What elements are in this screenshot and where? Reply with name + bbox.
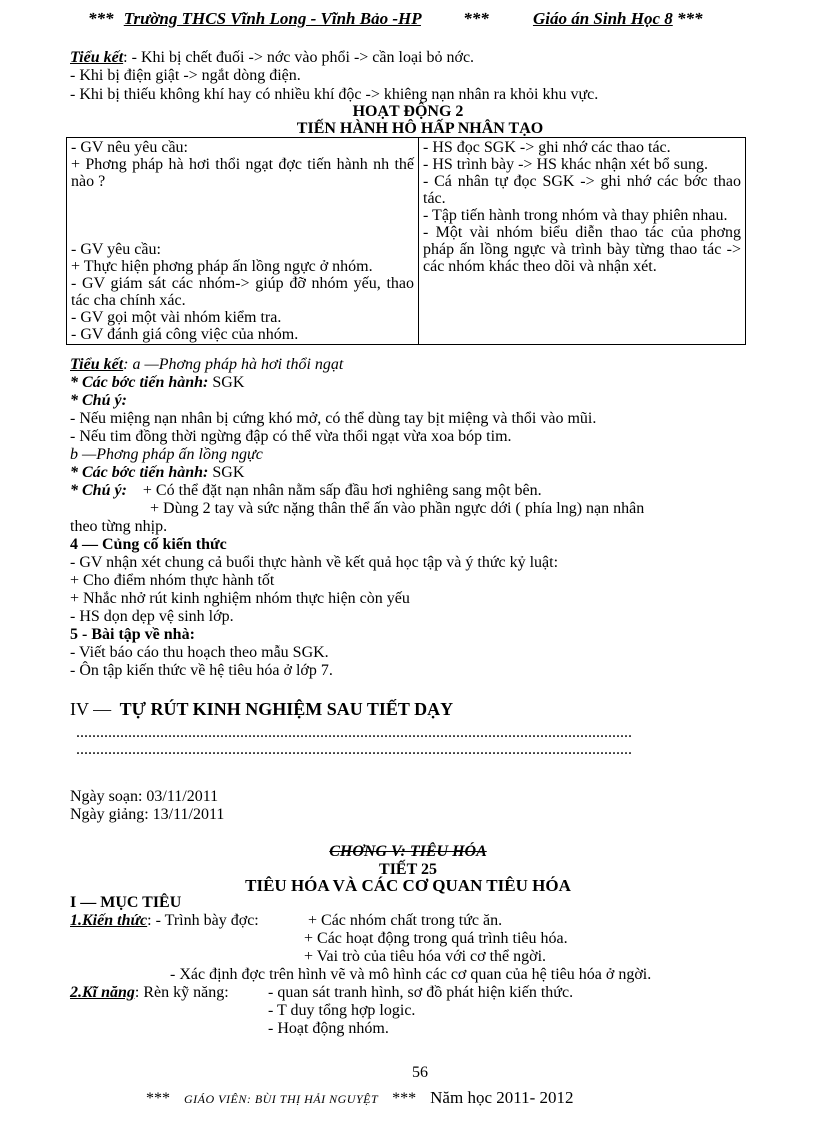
footer-teacher: GIÁO VIÊN: BÙI THỊ HẢI NGUYỆT <box>184 1092 379 1106</box>
header-stars-mid: *** <box>463 9 489 28</box>
teacher-line-7: - GV đánh giá công việc của nhóm. <box>71 326 299 343</box>
student-line-3: - Cá nhân tự đọc SGK -> ghi nhớ các bớc thao tác. <box>423 173 741 207</box>
objectives-heading: I — MỤC TIÊU <box>70 894 182 911</box>
section5-line-1: - Viết báo cáo thu hoạch theo mẫu SGK. <box>70 644 329 661</box>
lesson-title: TIÊU HÓA VÀ CÁC CƠ QUAN TIÊU HÓA <box>245 876 571 895</box>
skills-item-1: - quan sát tranh hình, sơ đồ phát hiện kiến thức. <box>268 984 574 1001</box>
summary2-heading <box>70 356 343 374</box>
skills-label: 2.Kĩ năng <box>70 984 135 1001</box>
summary2-a-note-1: - Nếu miệng nạn nhân bị cứng khó mở, có thể dùng tay bịt miệng và thổi vào mũi. <box>70 410 597 427</box>
summary2-a-title: : a —Phơng pháp hà hơi thổi ngạt <box>123 356 344 373</box>
student-line-1: - HS đọc SGK -> ghi nhớ các thao tác. <box>423 139 671 156</box>
section-iv-numeral: IV — <box>70 699 112 719</box>
summary1-line-3: - Khi bị thiếu không khí hay có nhiều khí độc -> khiêng nạn nhân ra khỏi khu vực. <box>70 86 599 103</box>
section4-line-4: - HS dọn dẹp vệ sinh lớp. <box>70 608 234 625</box>
knowledge-label: 1.Kiến thức <box>70 912 148 929</box>
summary2-a-note-2: - Nếu tim đồng thời ngừng đập có thể vừa thổi ngạt vừa xoa bóp tim. <box>70 428 512 445</box>
knowledge-item-2: + Các hoạt động trong quá trình tiêu hóa. <box>304 930 568 947</box>
date-taught: Ngày giảng: 13/11/2011 <box>70 806 225 823</box>
skills-item-3: - Hoạt động nhóm. <box>268 1020 389 1037</box>
skills-line <box>70 984 229 1002</box>
section4-line-2: + Cho điểm nhóm thực hành tốt <box>70 572 275 589</box>
teacher-line-1: - GV nêu yêu cầu: <box>71 139 188 156</box>
teacher-column <box>67 138 419 345</box>
header-stars-right: *** <box>677 9 703 28</box>
header-school: Trường THCS Vĩnh Long - Vĩnh Bảo -HP <box>123 9 421 28</box>
header-subject: Giáo án Sinh Học 8 <box>532 9 673 28</box>
summary2-b-note-1 <box>70 482 542 500</box>
activity-table <box>66 137 746 345</box>
summary2-b-note-2: + Dùng 2 tay và sức nặng thân thể ấn vào phần ngực dới ( phía lng) nạn nhân <box>150 500 645 517</box>
teacher-line-2: + Phơng pháp hà hơi thổi ngạt đợc tiến hành nh thế nào ? <box>71 156 414 190</box>
summary1-line-1 <box>70 49 474 67</box>
chapter-title: CHƠNG V: TIÊU HÓA <box>329 843 487 860</box>
teacher-line-3: - GV yêu cầu: <box>71 241 161 258</box>
student-line-4: - Tập tiến hành trong nhóm và thay phiên nhau. <box>423 207 728 224</box>
summary2-b-title: b —Phơng pháp ấn lồng ngực <box>70 446 263 463</box>
student-line-2: - HS trình bày -> HS khác nhận xét bổ sung. <box>423 156 708 173</box>
section4-line-1: - GV nhận xét chung cả buổi thực hành về kết quả học tập và ý thức kỷ luật: <box>70 554 559 571</box>
summary2-b-steps <box>70 464 244 482</box>
header-stars-left: *** <box>88 9 114 28</box>
summary2-b-note-2-cont: theo từng nhịp. <box>70 518 168 535</box>
footer-year: Năm học 2011- 2012 <box>430 1088 574 1107</box>
section4-line-3: + Nhắc nhở rút kinh nghiệm nhóm thực hiện còn yếu <box>70 590 410 607</box>
student-column <box>419 138 746 345</box>
table-spacer <box>71 190 414 241</box>
steps-value-b: SGK <box>208 464 245 481</box>
page-footer <box>146 1089 574 1108</box>
skills-intro: : Rèn kỹ năng: <box>134 984 229 1001</box>
date-prepared: Ngày soạn: 03/11/2011 <box>70 788 219 805</box>
period-title: TIẾT 25 <box>379 861 437 878</box>
skills-item-2: - T duy tổng hợp logic. <box>268 1002 416 1019</box>
note-label-b: * Chú ý: <box>70 482 127 499</box>
steps-label-a: * Các bớc tiến hành: <box>70 374 209 391</box>
summary2-a-steps <box>70 374 244 392</box>
summary2-label: Tiểu kết <box>70 356 124 373</box>
knowledge-line <box>70 912 259 930</box>
section5-title: 5 - Bài tập về nhà: <box>70 626 195 643</box>
summary1-line-2: - Khi bị điện giật -> ngắt dòng điện. <box>70 67 301 84</box>
page-header <box>88 10 703 28</box>
teacher-line-4: + Thực hiện phơng pháp ấn lồng ngực ở nhóm. <box>71 258 373 275</box>
b-note-1-text: + Có thể đặt nạn nhân nằm sấp đầu hơi nghiêng sang một bên. <box>142 482 542 499</box>
summary1-text-1: : - Khi bị chết đuối -> nớc vào phổi -> cần loại bỏ nớc. <box>123 49 475 66</box>
summary1-label: Tiểu kết <box>70 49 124 66</box>
activity2-title: HOẠT ĐỘNG 2 <box>352 103 464 120</box>
teacher-line-5: - GV giám sát các nhóm-> giúp đỡ nhóm yếu, thao tác cha chính xác. <box>71 275 414 309</box>
knowledge-item-1: + Các nhóm chất trong tức ăn. <box>308 912 503 929</box>
knowledge-intro: : - Trình bày đợc: <box>147 912 259 929</box>
page-number: 56 <box>412 1064 428 1081</box>
summary2-a-note-label: * Chú ý: <box>70 392 127 409</box>
section4-title: 4 — Củng cố kiến thức <box>70 536 227 553</box>
footer-stars-left: *** <box>146 1090 170 1107</box>
student-line-5: - Một vài nhóm biểu diễn thao tác của phơng pháp ấn lồng ngực và trình bày từng thao tác -> các nhóm khác theo dõi và nhận xét. <box>423 224 741 275</box>
dotted-line-2: ........................................................................................................................................... <box>76 741 632 758</box>
knowledge-extra: - Xác định đợc trên hình vẽ và mô hình các cơ quan của hệ tiêu hóa ở ngời. <box>170 966 652 983</box>
section-iv-title: TỰ RÚT KINH NGHIỆM SAU TIẾT DẠY <box>119 699 454 719</box>
section-iv-heading <box>70 699 453 719</box>
dotted-line-1: ........................................................................................................................................... <box>76 724 632 741</box>
footer-stars-right: *** <box>392 1090 417 1107</box>
knowledge-item-3: + Vai trò của tiêu hóa với cơ thể ngời. <box>304 948 547 965</box>
teacher-line-6: - GV gọi một vài nhóm kiểm tra. <box>71 309 282 326</box>
activity2-subtitle: TIẾN HÀNH HÔ HẤP NHÂN TẠO <box>296 120 544 137</box>
section5-line-2: - Ôn tập kiến thức về hệ tiêu hóa ở lớp 7. <box>70 662 333 679</box>
steps-value-a: SGK <box>208 374 245 391</box>
steps-label-b: * Các bớc tiến hành: <box>70 464 209 481</box>
